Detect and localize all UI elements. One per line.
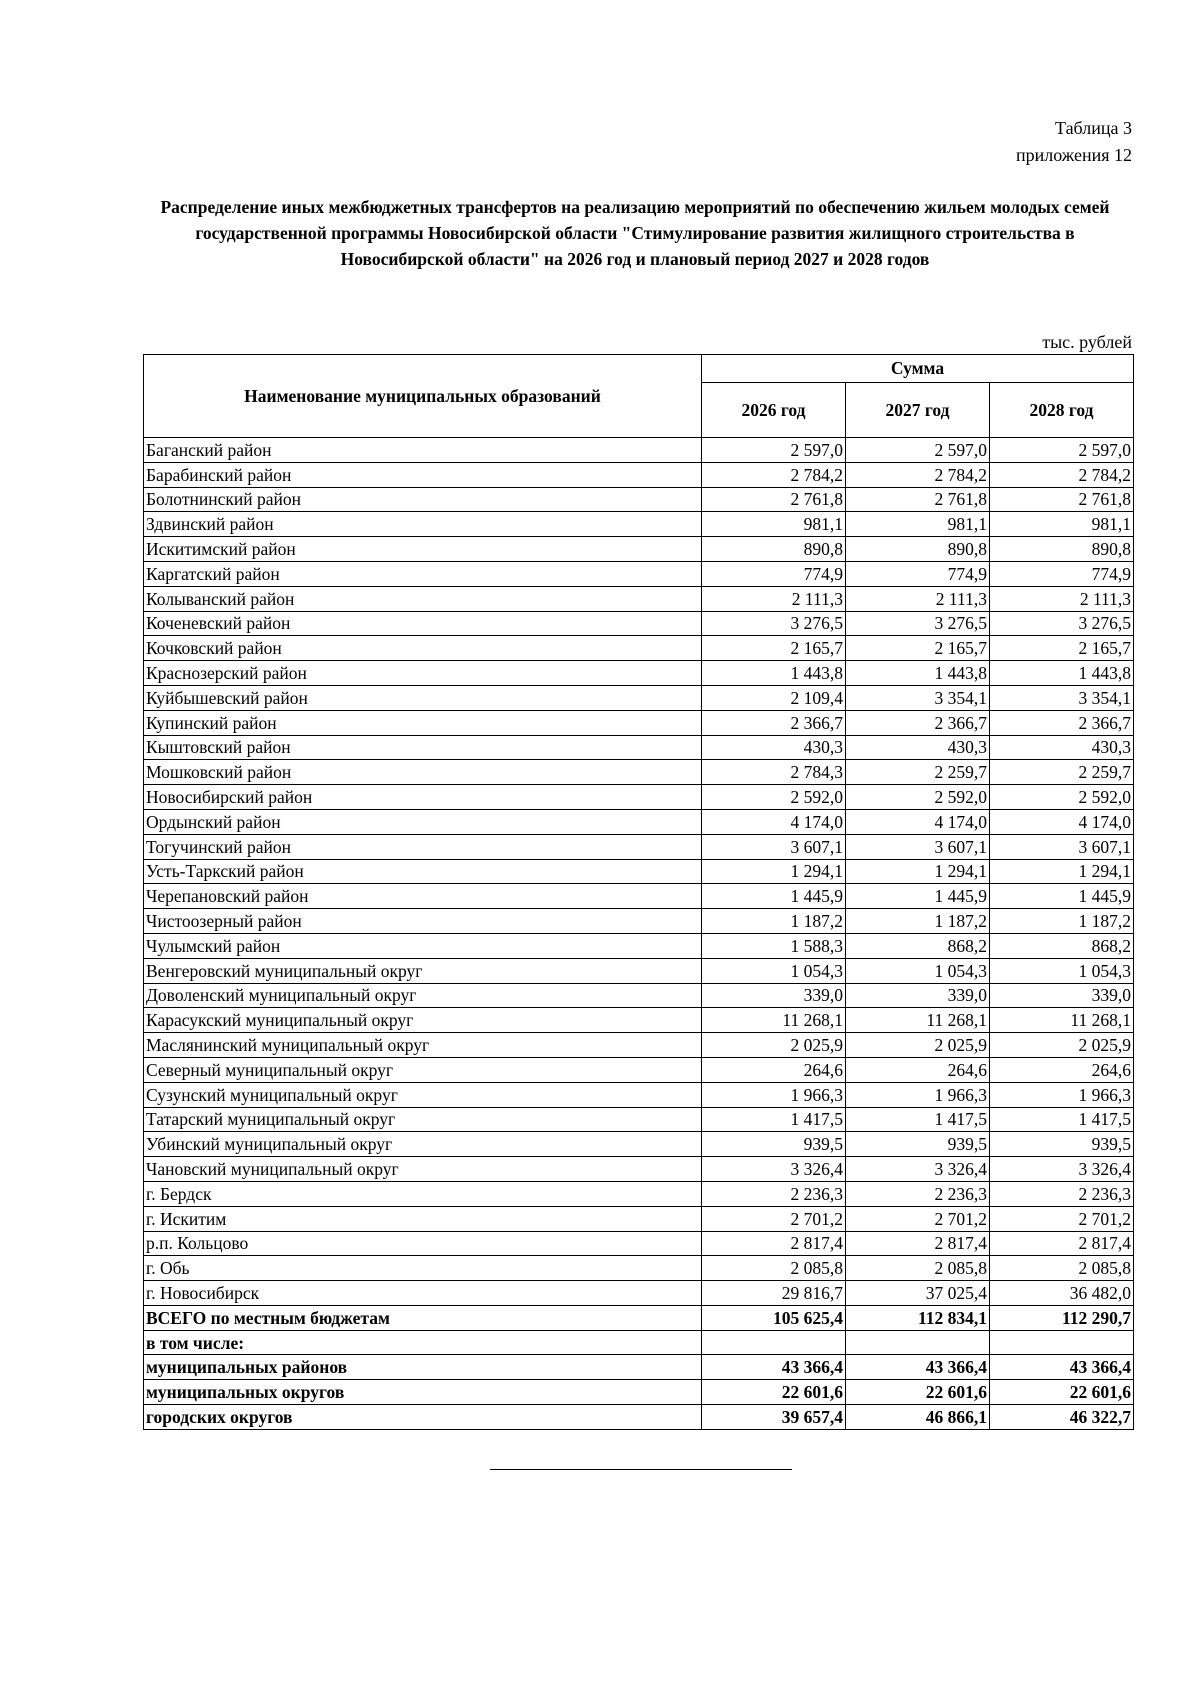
value-2028: 890,8 <box>990 537 1134 562</box>
value-2028: 2 165,7 <box>990 636 1134 661</box>
value-2026: 3 276,5 <box>702 611 846 636</box>
value-2028: 2 597,0 <box>990 438 1134 463</box>
municipality-name: Чулымский район <box>144 933 702 958</box>
value-2026: 1 966,3 <box>702 1082 846 1107</box>
value-2027: 2 025,9 <box>846 1033 990 1058</box>
value-2026: 11 268,1 <box>702 1008 846 1033</box>
municipality-name: Тогучинский район <box>144 834 702 859</box>
table-row <box>144 1107 1134 1132</box>
municipality-name: Чистоозерный район <box>144 909 702 934</box>
value-2027 <box>846 1330 990 1355</box>
value-2026: 1 588,3 <box>702 933 846 958</box>
value-2028: 3 326,4 <box>990 1157 1134 1182</box>
municipality-name: Баганский район <box>144 438 702 463</box>
municipality-name: Новосибирский район <box>144 785 702 810</box>
value-2028: 2 025,9 <box>990 1033 1134 1058</box>
value-2026: 2 784,2 <box>702 462 846 487</box>
value-2028: 3 607,1 <box>990 834 1134 859</box>
units-label: тыс. рублей <box>1042 332 1132 352</box>
end-divider <box>490 1469 792 1470</box>
value-2027: 112 834,1 <box>846 1305 990 1330</box>
municipality-name: Черепановский район <box>144 884 702 909</box>
value-2028: 1 054,3 <box>990 958 1134 983</box>
value-2027: 2 236,3 <box>846 1181 990 1206</box>
allocation-table <box>143 354 1134 1430</box>
value-2027: 2 701,2 <box>846 1206 990 1231</box>
municipality-name: г. Новосибирск <box>144 1281 702 1306</box>
value-2028: 22 601,6 <box>990 1380 1134 1405</box>
column-header-2027: 2027 год <box>846 383 990 438</box>
municipality-name: городских округов <box>144 1405 702 1430</box>
value-2026: 29 816,7 <box>702 1281 846 1306</box>
table-row <box>144 735 1134 760</box>
value-2028: 264,6 <box>990 1057 1134 1082</box>
value-2027: 3 276,5 <box>846 611 990 636</box>
municipality-name: Мошковский район <box>144 760 702 785</box>
municipality-name: Колыванский район <box>144 586 702 611</box>
table-row <box>144 611 1134 636</box>
value-2026: 774,9 <box>702 561 846 586</box>
table-row <box>144 1256 1134 1281</box>
value-2027: 22 601,6 <box>846 1380 990 1405</box>
value-2026: 2 761,8 <box>702 487 846 512</box>
value-2026: 1 443,8 <box>702 661 846 686</box>
value-2028: 2 366,7 <box>990 710 1134 735</box>
value-2026: 4 174,0 <box>702 809 846 834</box>
municipality-name: Кыштовский район <box>144 735 702 760</box>
value-2027: 774,9 <box>846 561 990 586</box>
municipality-name: Искитимский район <box>144 537 702 562</box>
value-2027: 1 294,1 <box>846 859 990 884</box>
table-row <box>144 685 1134 710</box>
value-2028: 2 784,2 <box>990 462 1134 487</box>
value-2028: 112 290,7 <box>990 1305 1134 1330</box>
value-2026: 2 025,9 <box>702 1033 846 1058</box>
value-2028: 11 268,1 <box>990 1008 1134 1033</box>
value-2027: 2 761,8 <box>846 487 990 512</box>
table-row <box>144 933 1134 958</box>
value-2026: 981,1 <box>702 512 846 537</box>
municipality-name: р.п. Кольцово <box>144 1231 702 1256</box>
table-number-label: Таблица 3 <box>1055 118 1132 138</box>
table-row <box>144 438 1134 463</box>
column-header-2026: 2026 год <box>702 383 846 438</box>
table-row <box>144 487 1134 512</box>
value-2028: 868,2 <box>990 933 1134 958</box>
value-2026: 939,5 <box>702 1132 846 1157</box>
table-row <box>144 1057 1134 1082</box>
municipality-name: Краснозерский район <box>144 661 702 686</box>
value-2027: 2 111,3 <box>846 586 990 611</box>
value-2027: 3 326,4 <box>846 1157 990 1182</box>
municipality-name: Венгеровский муниципальный округ <box>144 958 702 983</box>
value-2026: 1 445,9 <box>702 884 846 909</box>
table-row <box>144 561 1134 586</box>
municipality-name: Кочковский район <box>144 636 702 661</box>
municipality-name: муниципальных районов <box>144 1355 702 1380</box>
value-2027: 2 597,0 <box>846 438 990 463</box>
value-2026: 2 592,0 <box>702 785 846 810</box>
table-row <box>144 983 1134 1008</box>
municipality-name: Коченевский район <box>144 611 702 636</box>
value-2026: 3 607,1 <box>702 834 846 859</box>
value-2027: 981,1 <box>846 512 990 537</box>
value-2026: 2 111,3 <box>702 586 846 611</box>
municipality-name: Каргатский район <box>144 561 702 586</box>
municipality-name: Здвинский район <box>144 512 702 537</box>
value-2026: 339,0 <box>702 983 846 1008</box>
value-2027: 2 592,0 <box>846 785 990 810</box>
value-2028: 339,0 <box>990 983 1134 1008</box>
value-2027: 3 354,1 <box>846 685 990 710</box>
table-row <box>144 760 1134 785</box>
value-2027: 1 054,3 <box>846 958 990 983</box>
value-2026: 1 417,5 <box>702 1107 846 1132</box>
value-2026: 890,8 <box>702 537 846 562</box>
column-header-name: Наименование муниципальных образований <box>144 355 702 438</box>
value-2028: 43 366,4 <box>990 1355 1134 1380</box>
municipality-name: Карасукский муниципальный округ <box>144 1008 702 1033</box>
value-2028: 46 322,7 <box>990 1405 1134 1430</box>
table-body <box>144 438 1134 1430</box>
value-2028: 774,9 <box>990 561 1134 586</box>
value-2028: 2 111,3 <box>990 586 1134 611</box>
value-2028: 1 443,8 <box>990 661 1134 686</box>
value-2027: 3 607,1 <box>846 834 990 859</box>
value-2026: 43 366,4 <box>702 1355 846 1380</box>
table-row <box>144 586 1134 611</box>
municipality-name: Убинский муниципальный округ <box>144 1132 702 1157</box>
municipality-name: Доволенский муниципальный округ <box>144 983 702 1008</box>
municipality-name: в том числе: <box>144 1330 702 1355</box>
table-row <box>144 1305 1134 1330</box>
table-row <box>144 1231 1134 1256</box>
value-2026 <box>702 1330 846 1355</box>
value-2027: 2 817,4 <box>846 1231 990 1256</box>
municipality-name: г. Обь <box>144 1256 702 1281</box>
value-2026: 264,6 <box>702 1057 846 1082</box>
value-2028: 3 276,5 <box>990 611 1134 636</box>
table-row <box>144 785 1134 810</box>
table-row <box>144 1206 1134 1231</box>
table-row <box>144 859 1134 884</box>
table-row <box>144 1380 1134 1405</box>
table-row <box>144 1132 1134 1157</box>
value-2026: 2 597,0 <box>702 438 846 463</box>
table-row <box>144 1330 1134 1355</box>
value-2027: 1 445,9 <box>846 884 990 909</box>
value-2028: 430,3 <box>990 735 1134 760</box>
value-2026: 2 817,4 <box>702 1231 846 1256</box>
value-2026: 2 165,7 <box>702 636 846 661</box>
value-2027: 868,2 <box>846 933 990 958</box>
value-2027: 1 187,2 <box>846 909 990 934</box>
table-row <box>144 1033 1134 1058</box>
value-2026: 2 236,3 <box>702 1181 846 1206</box>
value-2026: 39 657,4 <box>702 1405 846 1430</box>
table-row <box>144 1008 1134 1033</box>
value-2027: 264,6 <box>846 1057 990 1082</box>
value-2026: 430,3 <box>702 735 846 760</box>
value-2028: 3 354,1 <box>990 685 1134 710</box>
value-2028: 1 187,2 <box>990 909 1134 934</box>
value-2028: 2 592,0 <box>990 785 1134 810</box>
table-row <box>144 462 1134 487</box>
table-row <box>144 958 1134 983</box>
municipality-name: Маслянинский муниципальный округ <box>144 1033 702 1058</box>
annex-label: приложения 12 <box>1015 145 1132 165</box>
municipality-name: г. Бердск <box>144 1181 702 1206</box>
value-2028: 2 236,3 <box>990 1181 1134 1206</box>
value-2028: 2 761,8 <box>990 487 1134 512</box>
table-row <box>144 1405 1134 1430</box>
municipality-name: Болотнинский район <box>144 487 702 512</box>
table-row <box>144 512 1134 537</box>
value-2028: 2 259,7 <box>990 760 1134 785</box>
table-row <box>144 809 1134 834</box>
municipality-name: ВСЕГО по местным бюджетам <box>144 1305 702 1330</box>
value-2028: 1 966,3 <box>990 1082 1134 1107</box>
value-2027: 890,8 <box>846 537 990 562</box>
table-row <box>144 1082 1134 1107</box>
value-2027: 2 366,7 <box>846 710 990 735</box>
value-2027: 4 174,0 <box>846 809 990 834</box>
value-2027: 11 268,1 <box>846 1008 990 1033</box>
value-2026: 2 109,4 <box>702 685 846 710</box>
table-row <box>144 661 1134 686</box>
municipality-name: Усть-Таркский район <box>144 859 702 884</box>
value-2027: 339,0 <box>846 983 990 1008</box>
value-2027: 1 443,8 <box>846 661 990 686</box>
value-2027: 939,5 <box>846 1132 990 1157</box>
table-row <box>144 636 1134 661</box>
table-row <box>144 1181 1134 1206</box>
table-row <box>144 710 1134 735</box>
municipality-name: Чановский муниципальный округ <box>144 1157 702 1182</box>
value-2028: 939,5 <box>990 1132 1134 1157</box>
value-2028 <box>990 1330 1134 1355</box>
column-header-sum: Сумма <box>702 355 1134 383</box>
table-row <box>144 1157 1134 1182</box>
value-2027: 2 259,7 <box>846 760 990 785</box>
municipality-name: Северный муниципальный округ <box>144 1057 702 1082</box>
value-2026: 1 054,3 <box>702 958 846 983</box>
table-row <box>144 1281 1134 1306</box>
value-2026: 2 085,8 <box>702 1256 846 1281</box>
value-2028: 36 482,0 <box>990 1281 1134 1306</box>
value-2026: 1 187,2 <box>702 909 846 934</box>
value-2027: 46 866,1 <box>846 1405 990 1430</box>
table-row <box>144 1355 1134 1380</box>
municipality-name: Куйбышевский район <box>144 685 702 710</box>
document-title: Распределение иных межбюджетных трансфертов на реализацию мероприятий по обеспечению жильем молодых семей государственной программы Новосибирской области "Стимулирование развития жилищного строительства в Новосибирской области" на 2026 год и плановый период 2027 и 2028 годов <box>160 197 1110 269</box>
value-2027: 2 784,2 <box>846 462 990 487</box>
value-2027: 2 085,8 <box>846 1256 990 1281</box>
municipality-name: г. Искитим <box>144 1206 702 1231</box>
municipality-name: Купинский район <box>144 710 702 735</box>
value-2026: 2 366,7 <box>702 710 846 735</box>
value-2028: 2 085,8 <box>990 1256 1134 1281</box>
value-2026: 3 326,4 <box>702 1157 846 1182</box>
municipality-name: Татарский муниципальный округ <box>144 1107 702 1132</box>
municipality-name: Ордынский район <box>144 809 702 834</box>
table-header <box>144 355 1134 438</box>
municipality-name: Сузунский муниципальный округ <box>144 1082 702 1107</box>
table-row <box>144 909 1134 934</box>
value-2027: 1 417,5 <box>846 1107 990 1132</box>
value-2027: 2 165,7 <box>846 636 990 661</box>
value-2028: 981,1 <box>990 512 1134 537</box>
value-2028: 1 294,1 <box>990 859 1134 884</box>
table-row <box>144 834 1134 859</box>
value-2028: 1 417,5 <box>990 1107 1134 1132</box>
value-2026: 2 701,2 <box>702 1206 846 1231</box>
table-row <box>144 884 1134 909</box>
value-2026: 1 294,1 <box>702 859 846 884</box>
municipality-name: муниципальных округов <box>144 1380 702 1405</box>
value-2028: 4 174,0 <box>990 809 1134 834</box>
value-2028: 2 701,2 <box>990 1206 1134 1231</box>
value-2028: 1 445,9 <box>990 884 1134 909</box>
value-2026: 2 784,3 <box>702 760 846 785</box>
municipality-name: Барабинский район <box>144 462 702 487</box>
value-2026: 105 625,4 <box>702 1305 846 1330</box>
value-2028: 2 817,4 <box>990 1231 1134 1256</box>
value-2027: 37 025,4 <box>846 1281 990 1306</box>
value-2027: 1 966,3 <box>846 1082 990 1107</box>
value-2027: 430,3 <box>846 735 990 760</box>
value-2027: 43 366,4 <box>846 1355 990 1380</box>
column-header-2028: 2028 год <box>990 383 1134 438</box>
table-row <box>144 537 1134 562</box>
value-2026: 22 601,6 <box>702 1380 846 1405</box>
